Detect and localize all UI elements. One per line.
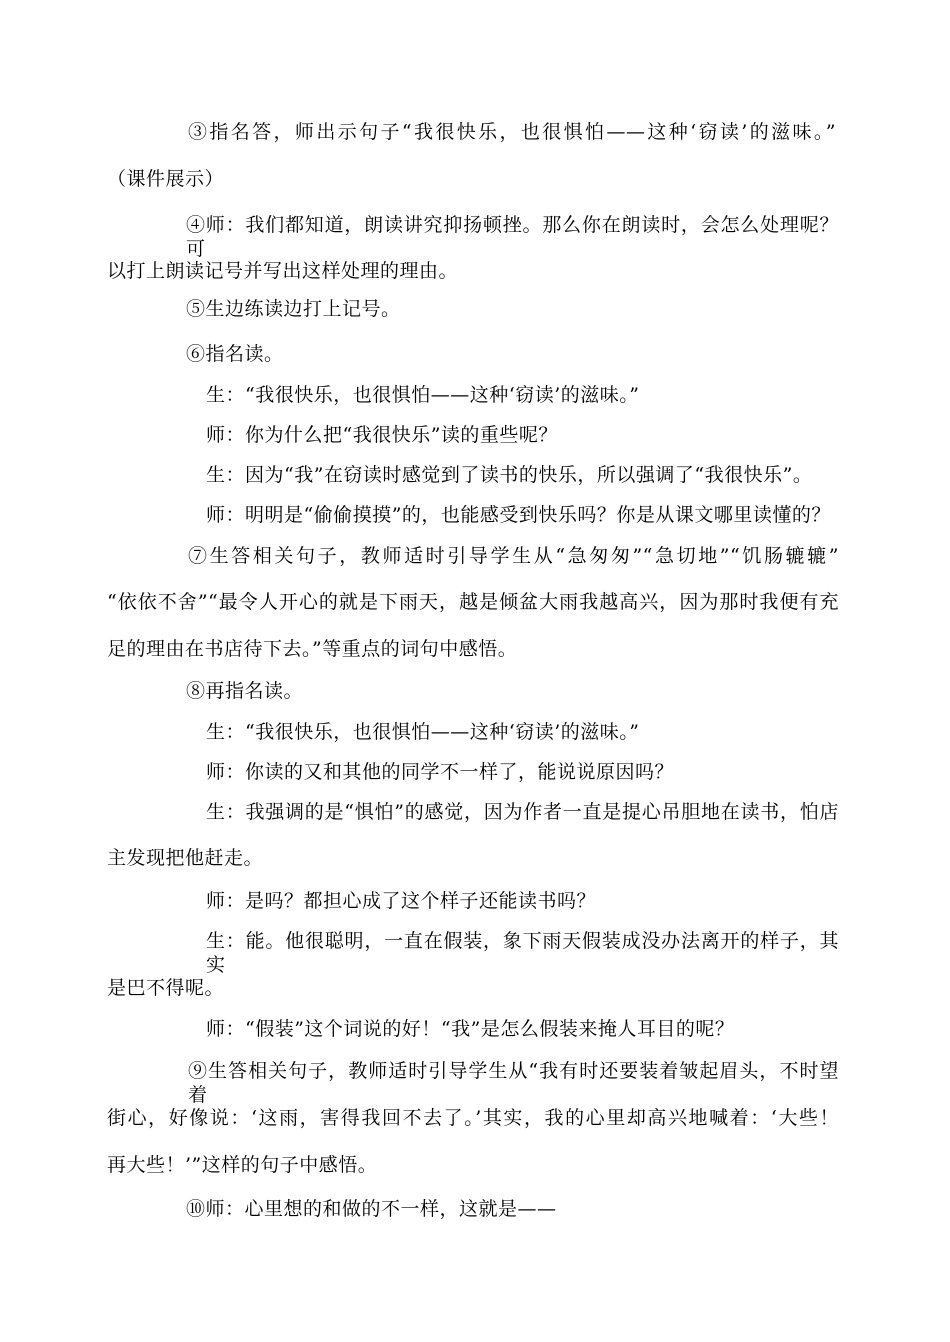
paragraph-line: ④师：我们都知道，朗读讲究抑扬顿挫。那么你在朗读时，会怎么处理呢？可 — [186, 214, 839, 260]
paragraph-line: 街心，好像说：‘这雨，害得我回不去了。’其实，我的心里却高兴地喊着：‘大些！ — [107, 1107, 839, 1129]
paragraph-line: ⑨生答相关句子，教师适时引导学生从“我有时还要装着皱起眉头，不时望着 — [188, 1060, 839, 1106]
paragraph-line: “依依不舍”“最令人开心的就是下雨天，越是倾盆大雨我越高兴，因为那时我便有充 — [107, 591, 839, 613]
paragraph-line: ⑥指名读。 — [186, 343, 284, 365]
paragraph-line: 再大些！’”这样的句子中感悟。 — [107, 1154, 378, 1176]
paragraph-line: 主发现把他赶走。 — [107, 847, 264, 869]
paragraph-line: ⑤生边练读边打上记号。 — [186, 298, 401, 320]
paragraph-line: 生：因为“我”在窃读时感觉到了读书的快乐，所以强调了“我很快乐”。 — [206, 464, 813, 486]
paragraph-line: 师：你读的又和其他的同学不一样了，能说说原因吗？ — [206, 761, 675, 783]
paragraph-line: 生：“我很快乐，也很惧怕——这种‘窃读’的滋味。” — [206, 721, 640, 743]
paragraph-line: 足的理由在书店待下去。”等重点的词句中感悟。 — [107, 638, 518, 660]
paragraph-line: 师：是吗？都担心成了这个样子还能读书吗？ — [206, 890, 597, 912]
paragraph-line: 师：“假装”这个词说的好！“我”是怎么假装来掩人耳目的呢？ — [206, 1018, 735, 1040]
paragraph-line: 师：明明是“偷偷摸摸”的，也能感受到快乐吗？你是从课文哪里读懂的？ — [206, 504, 831, 526]
paragraph-line: ⑦生答相关句子，教师适时引导学生从“急匆匆”“急切地”“饥肠辘辘” — [188, 545, 839, 567]
paragraph-line: 生：能。他很聪明，一直在假装，象下雨天假装成没办法离开的样子，其实 — [206, 930, 839, 976]
paragraph-line: 以打上朗读记号并写出这样处理的理由。 — [107, 260, 459, 282]
paragraph-line: 生：“我很快乐，也很惧怕——这种‘窃读’的滋味。” — [206, 384, 640, 406]
paragraph-line: ⑧再指名读。 — [186, 680, 304, 702]
paragraph-line: 是巴不得呢。 — [107, 977, 225, 999]
paragraph-line: ③指名答，师出示句子“我很快乐，也很惧怕——这种‘窃读’的滋味。” — [188, 121, 836, 143]
paragraph-line: 师：你为什么把“我很快乐”读的重些呢？ — [206, 424, 558, 446]
paragraph-line: （课件展示） — [107, 168, 225, 190]
paragraph-line: ⑩师：心里想的和做的不一样，这就是—— — [186, 1198, 557, 1220]
paragraph-line: 生：我强调的是“惧怕”的感觉，因为作者一直是提心吊胆地在读书，怕店 — [206, 801, 839, 823]
